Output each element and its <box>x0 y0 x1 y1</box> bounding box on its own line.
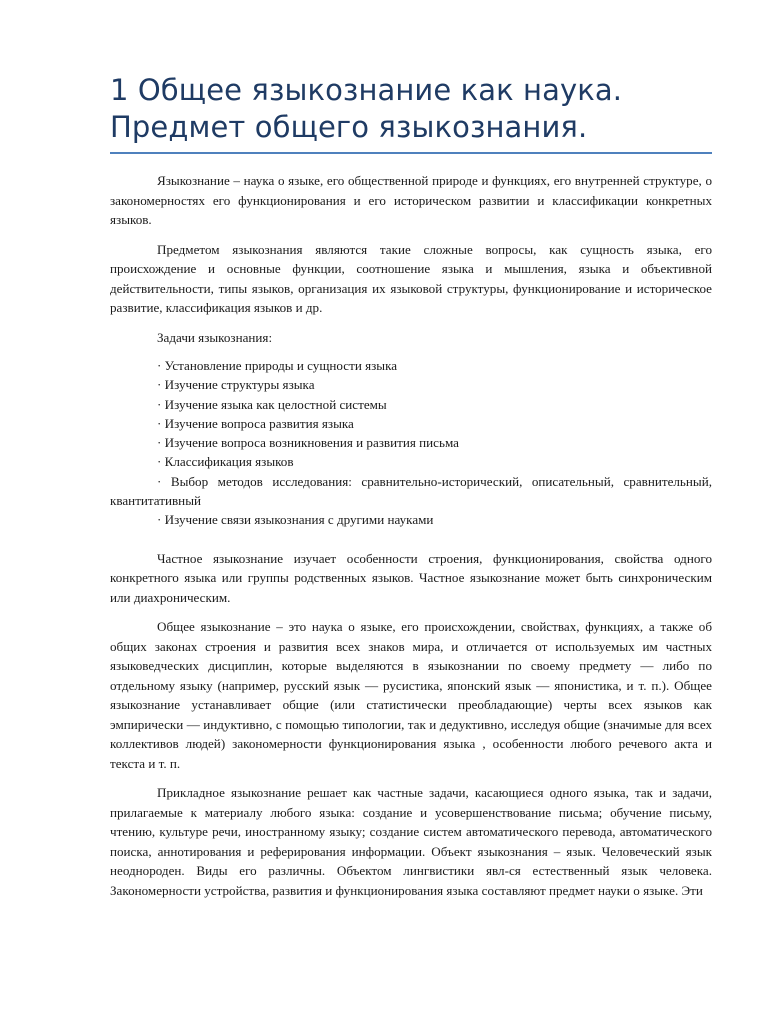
paragraph-particular-linguistics: Частное языкознание изучает особенности строения, функционирования, свойства одного конкретного языка или группы родственных языков. Частное языкознание может быть синхроническим или диахроническим. <box>110 550 712 605</box>
paragraph-subject: Предметом языкознания являются такие сложные вопросы, как сущность языка, его происхождение и основные функции, соотношение языка и мышления, языка и объективной действительности, типы языков, организация их языковой структуры, функционирование и историческое развитие, классификация языков и др. <box>110 241 712 315</box>
page-title <box>110 72 712 150</box>
list-item: · Выбор методов исследования: сравнительно-исторический, описательный, сравнительный, квантитативный <box>110 473 712 509</box>
list-item: · Изучение языка как целостной системы <box>157 396 387 412</box>
tasks-list <box>110 356 712 530</box>
title-line-1: 1 Общее языкознание как наука. <box>110 73 623 107</box>
list-item: · Установление природы и сущности языка <box>157 358 398 373</box>
paragraph-applied-linguistics: Прикладное языкознание решает как частные задачи, касающиеся одного языка, так и задачи, прилагаемые к материалу любого языка: создание и усовершенствование письма; обучение письму, чтению, культуре речи, иностранному языку; создание систем автоматического перевода, автоматического поиска, аннотирования и реферирования информации. Объект языкознания – язык. Человеческий язык неоднороден. Виды его различны. Объектом лингвистики явл-ся естественный язык человека. Закономерности устройства, развития и функционирования языка составляют предмет науки о языке. Эти <box>110 785 712 898</box>
title-line-2: Предмет общего языкознания. <box>110 110 588 144</box>
list-item: · Изучение вопроса развития языка <box>157 415 354 431</box>
paragraph-definition: Языкознание – наука о языке, его общественной природе и функциях, его внутренней структуре, о закономерностях его функционирования и его историческом развитии и классификации конкретных языков. <box>110 173 712 227</box>
tasks-heading: Задачи языкознания: <box>157 329 273 345</box>
list-item: · Изучение связи языкознания с другими науками <box>157 512 434 528</box>
title-underline <box>110 152 712 154</box>
list-item: · Классификация языков <box>157 454 294 470</box>
list-item: · Изучение структуры языка <box>157 377 315 393</box>
document-page <box>110 72 712 900</box>
list-item: · Изучение вопроса возникновения и развития письма <box>157 435 459 451</box>
paragraph-general-linguistics: Общее языкознание – это наука о языке, его происхождении, свойствах, функциях, а также об общих законах строения и развития всех знаков мира, и отличается от используемых им частных языковедческих дисциплин, которые выделяются в языкознании по своему предмету — либо по отдельному языку (например, русский язык — русистика, японский язык — японистика, и т. п.). Общее языкознание устанавливает общие (или статистически преобладающие) черты всех языков как эмпирически — индуктивно, с помощью типологии, так и дедуктивно, исследуя общие (значимые для всех коллективов людей) закономерности функционирования языка , особенности любого речевого акта и текста и т. п. <box>110 619 712 771</box>
